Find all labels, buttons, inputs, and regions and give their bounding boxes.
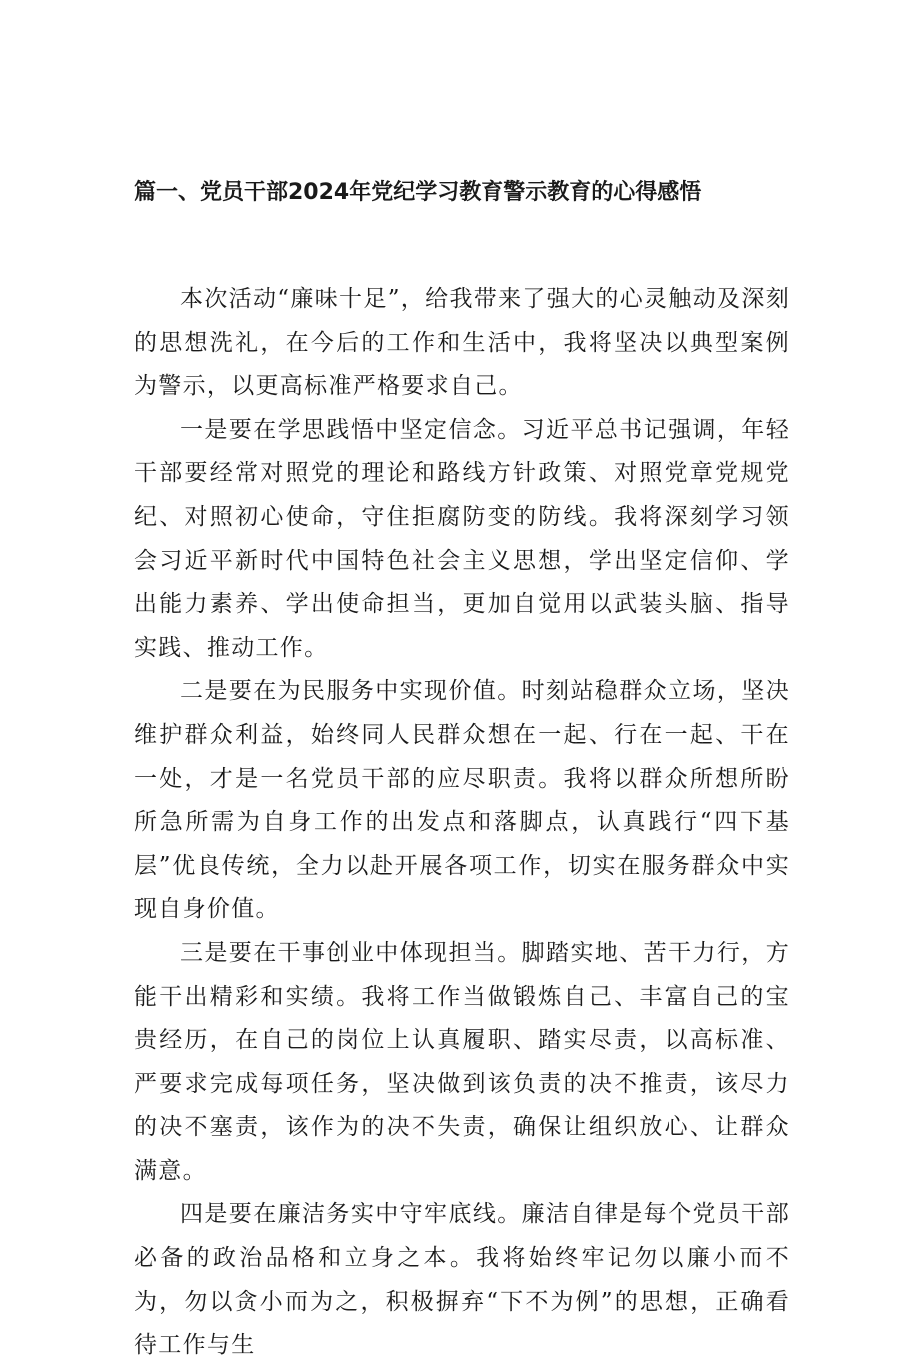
paragraph-point-one: 一是要在学思践悟中坚定信念。习近平总书记强调，年轻干部要经常对照党的理论和路线方针政策、对照党章党规党纪、对照初心使命，守住拒腐防变的防线。我将深刻学习领会习近平新时代中国特色社会主义思想，学出坚定信仰、学出能力素养、学出使命担当，更加自觉用以武装头脑、指导实践、推动工作。 <box>134 416 790 661</box>
paragraph-point-two: 二是要在为民服务中实现价值。时刻站稳群众立场，坚决维护群众利益，始终同人民群众想在一起、行在一起、干在一处，才是一名党员干部的应尽职责。我将以群众所想所盼所急所需为自身工作的出发点和落脚点，认真践行“四下基层”优良传统，全力以赴开展各项工作，切实在服务群众中实现自身价值。 <box>134 678 790 923</box>
paragraph-intro: 本次活动“廉味十足”，给我带来了强大的心灵触动及深刻的思想洗礼，在今后的工作和生活中，我将坚决以典型案例为警示，以更高标准严格要求自己。 <box>134 286 790 400</box>
document-body <box>134 278 790 1368</box>
paragraph-point-four: 四是要在廉洁务实中守牢底线。廉洁自律是每个党员干部必备的政治品格和立身之本。我将始终牢记勿以廉小而不为，勿以贪小而为之，积极摒弃“下不为例”的思想，正确看待工作与生 <box>134 1201 790 1359</box>
document-title: 篇一、党员干部2024年党纪学习教育警示教育的心得感悟 <box>134 180 702 205</box>
paragraph-point-three: 三是要在干事创业中体现担当。脚踏实地、苦干力行，方能干出精彩和实绩。我将工作当做锻炼自己、丰富自己的宝贵经历，在自己的岗位上认真履职、踏实尽责，以高标准、严要求完成每项任务，坚决做到该负责的决不推责，该尽力的决不塞责，该作为的决不失责，确保让组织放心、让群众满意。 <box>134 939 790 1184</box>
